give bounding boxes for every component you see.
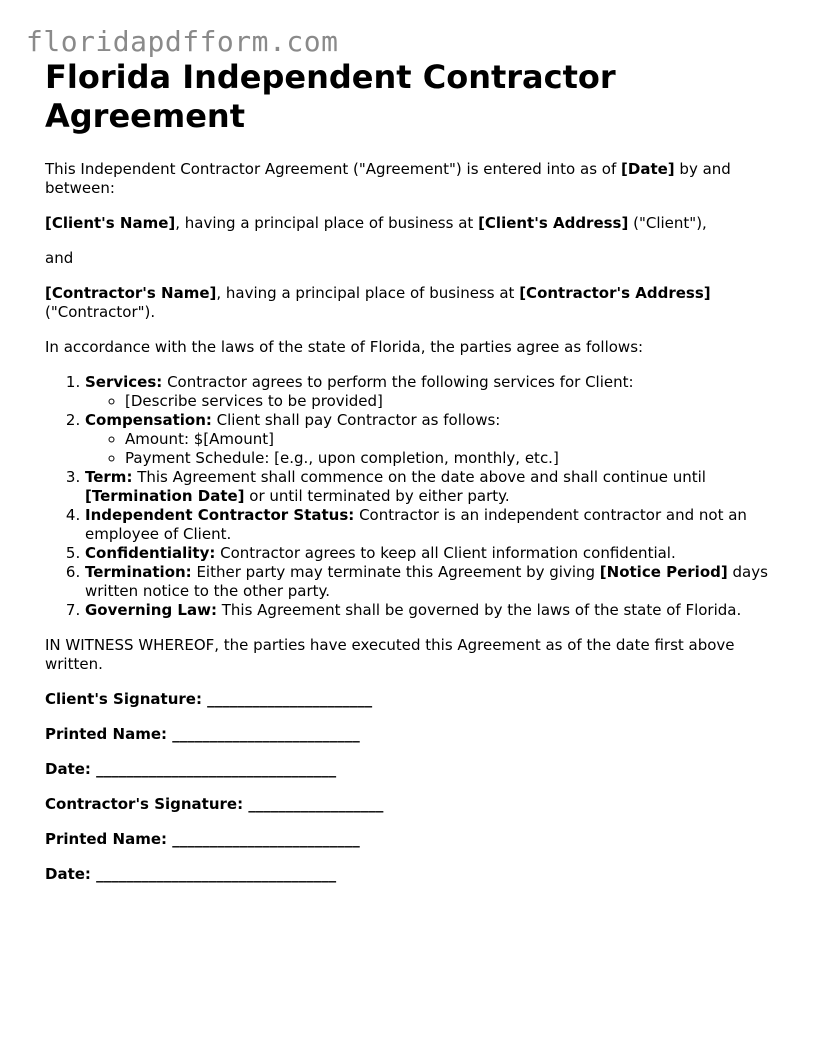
accordance-paragraph: In accordance with the laws of the state of Florida, the parties agree as follows: (45, 338, 644, 356)
client-paragraph (45, 214, 775, 233)
term-term (85, 468, 775, 506)
termination-text-before: Either party may terminate this Agreement by giving (191, 563, 600, 581)
term-termination (85, 563, 775, 601)
document-body (45, 58, 775, 884)
client-end-text: ("Client"), (628, 214, 707, 232)
intro-text-before: This Independent Contractor Agreement ("Agreement") is entered into as of (45, 160, 622, 178)
watermark: floridapdfform.com (26, 25, 339, 58)
client-signature-line[interactable]: Client's Signature: ______________________ (45, 690, 373, 708)
client-date-line[interactable]: Date: ________________________________ (45, 760, 337, 778)
compensation-amount: ◦ Amount: $[Amount] (125, 430, 775, 449)
client-middle-text: , having a principal place of business at (175, 214, 479, 232)
services-sub-list (85, 392, 775, 411)
status-text: Contractor is an independent contractor and not an employee of Client. (85, 506, 747, 543)
intro-paragraph (45, 160, 775, 198)
date-placeholder: [Date] (621, 160, 675, 178)
status-label: Independent Contractor Status: (85, 506, 355, 524)
contractor-address-placeholder: [Contractor's Address] (519, 284, 711, 302)
page-title: Florida Independent Contractor Agreement (45, 58, 616, 135)
term-compensation (85, 411, 775, 468)
terms-list (45, 373, 775, 620)
compensation-schedule: ◦ Payment Schedule: [e.g., upon completion, monthly, etc.] (125, 449, 775, 468)
client-printed-name-line[interactable]: Printed Name: _________________________ (45, 725, 360, 743)
term-label: Term: (85, 468, 133, 486)
governing-law-text: This Agreement shall be governed by the laws of the state of Florida. (216, 601, 742, 619)
contractor-name-placeholder: [Contractor's Name] (45, 284, 217, 302)
term-contractor-status (85, 506, 775, 544)
services-text: Contractor agrees to perform the following services for Client: (162, 373, 634, 391)
term-governing-law (85, 601, 775, 620)
confidentiality-text: Contractor agrees to keep all Client information confidential. (215, 544, 676, 562)
governing-law-label: Governing Law: (85, 601, 217, 619)
client-address-placeholder: [Client's Address] (478, 214, 629, 232)
compensation-text: Client shall pay Contractor as follows: (211, 411, 501, 429)
term-services (85, 373, 775, 411)
intro-text-after: by and between: (45, 160, 731, 197)
witness-paragraph: IN WITNESS WHEREOF, the parties have executed this Agreement as of the date first above written. (45, 636, 735, 673)
services-label: Services: (85, 373, 163, 391)
contractor-end-text: ("Contractor"). (45, 303, 156, 321)
term-text-before: This Agreement shall commence on the date above and shall continue until (132, 468, 706, 486)
contractor-paragraph (45, 284, 775, 322)
client-name-placeholder: [Client's Name] (45, 214, 176, 232)
term-confidentiality (85, 544, 775, 563)
termination-label: Termination: (85, 563, 192, 581)
term-text-after: or until terminated by either party. (244, 487, 510, 505)
termination-text-after: days written notice to the other party. (85, 563, 768, 600)
contractor-middle-text: , having a principal place of business at (216, 284, 520, 302)
contractor-printed-name-line[interactable]: Printed Name: _________________________ (45, 830, 360, 848)
confidentiality-label: Confidentiality: (85, 544, 216, 562)
contractor-signature-line[interactable]: Contractor's Signature: __________________ (45, 795, 384, 813)
termination-date-placeholder: [Termination Date] (85, 487, 245, 505)
and-paragraph: and (45, 249, 74, 267)
services-sub-item: ◦ [Describe services to be provided] (125, 392, 775, 411)
notice-period-placeholder: [Notice Period] (599, 563, 728, 581)
compensation-label: Compensation: (85, 411, 212, 429)
contractor-date-line[interactable]: Date: ________________________________ (45, 865, 337, 883)
compensation-sub-list (85, 430, 775, 468)
